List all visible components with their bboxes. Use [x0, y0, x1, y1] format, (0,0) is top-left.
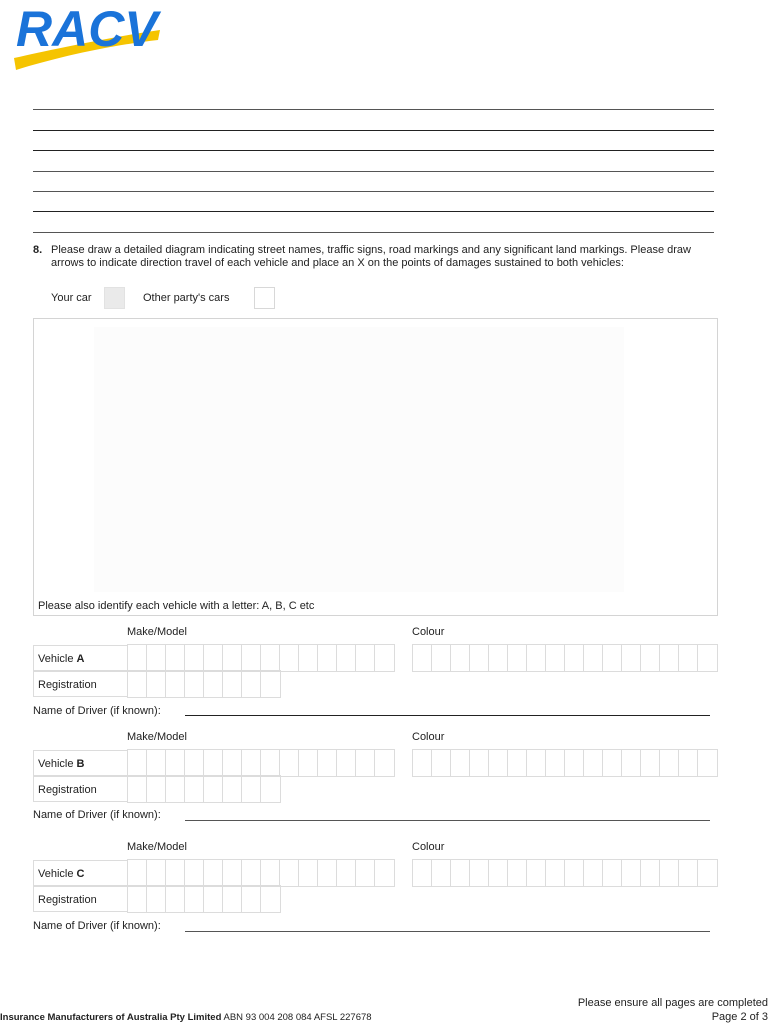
colour-label: Colour: [412, 626, 445, 638]
footer-notice: Please ensure all pages are completed: [577, 997, 768, 1009]
answer-line[interactable]: [33, 191, 714, 192]
vehicle-b-label: Vehicle B: [33, 750, 127, 776]
vehicle-a-colour-grid[interactable]: [412, 644, 718, 672]
answer-line[interactable]: [33, 150, 714, 151]
make-model-label: Make/Model: [127, 731, 187, 743]
vehicle-c-make-model-grid[interactable]: [127, 859, 395, 887]
answer-line[interactable]: [33, 232, 714, 233]
other-party-checkbox[interactable]: [254, 287, 275, 309]
footer-company: [0, 1012, 372, 1023]
question-text: Please draw a detailed diagram indicating street names, traffic signs, road markings and any significant land markings. Please draw arrows to indicate direction travel of each vehicle and place an X on the points of damages sustained to both vehicles:: [51, 244, 691, 269]
vehicle-c-colour-grid[interactable]: [412, 859, 718, 887]
colour-label: Colour: [412, 731, 445, 743]
answer-line[interactable]: [33, 171, 714, 172]
colour-label: Colour: [412, 841, 445, 853]
vehicle-b-registration-label: Registration: [33, 776, 127, 802]
vehicle-c-driver-field[interactable]: [185, 931, 710, 932]
company-name: Insurance Manufacturers of Australia Pty Limited: [0, 1012, 222, 1023]
answer-line[interactable]: [33, 109, 714, 110]
vehicle-c-label: Vehicle C: [33, 860, 127, 886]
vehicle-b-make-model-grid[interactable]: [127, 749, 395, 777]
diagram-canvas[interactable]: [94, 327, 624, 592]
footer-page-number: Page 2 of 3: [711, 1011, 768, 1023]
racv-logo: [10, 0, 170, 75]
vehicle-c-driver-label: Name of Driver (if known):: [33, 920, 161, 932]
company-abn: ABN 93 004 208 084 AFSL 227678: [223, 1012, 372, 1023]
vehicle-b-driver-field[interactable]: [185, 820, 710, 821]
vehicle-a-make-model-grid[interactable]: [127, 644, 395, 672]
vehicle-c-registration-grid[interactable]: [127, 885, 281, 913]
vehicle-b-registration-grid[interactable]: [127, 775, 281, 803]
racv-logo-graphic: [10, 0, 170, 75]
vehicle-a-driver-field[interactable]: [185, 715, 710, 716]
diagram-drawing-area[interactable]: [33, 318, 718, 616]
vehicle-b-colour-grid[interactable]: [412, 749, 718, 777]
vehicle-a-registration-label: Registration: [33, 671, 127, 697]
make-model-label: Make/Model: [127, 841, 187, 853]
diagram-note: Please also identify each vehicle with a letter: A, B, C etc: [38, 600, 315, 612]
other-party-label: Other party's cars: [143, 292, 230, 304]
svg-text:RACV: RACV: [16, 1, 158, 57]
vehicle-a-label: Vehicle A: [33, 645, 127, 671]
question-8: [33, 244, 713, 269]
make-model-label: Make/Model: [127, 626, 187, 638]
answer-line[interactable]: [33, 211, 714, 212]
vehicle-a-driver-label: Name of Driver (if known):: [33, 705, 161, 717]
vehicle-a-registration-grid[interactable]: [127, 670, 281, 698]
question-number: 8.: [33, 244, 43, 256]
your-car-label: Your car: [51, 292, 92, 304]
your-car-checkbox[interactable]: [104, 287, 125, 309]
answer-line[interactable]: [33, 130, 714, 131]
vehicle-b-driver-label: Name of Driver (if known):: [33, 809, 161, 821]
vehicle-c-registration-label: Registration: [33, 886, 127, 912]
